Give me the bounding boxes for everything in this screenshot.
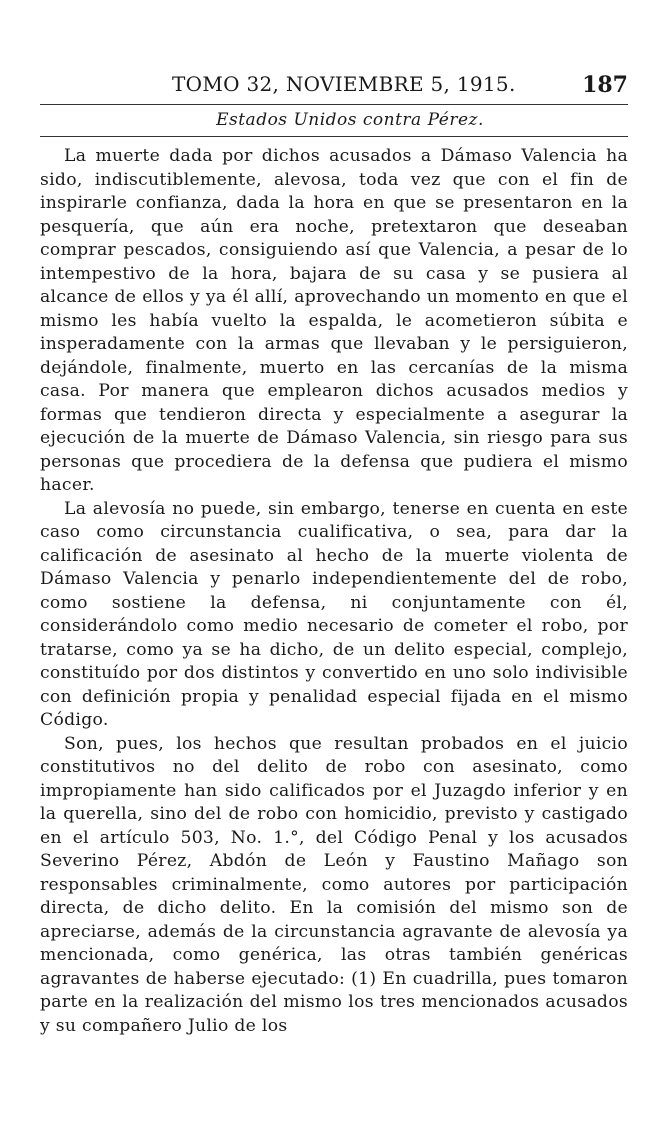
running-header <box>40 64 628 104</box>
case-subtitle: Estados Unidos contra Pérez. <box>216 110 484 130</box>
header-title: TOMO 32, NOVIEMBRE 5, 1915. <box>172 72 516 96</box>
paragraph: La muerte dada por dichos acusados a Dámaso Valencia ha sido, indiscutiblemente, alevosa, toda vez que con el fin de inspirarle confianza, dada la hora en que se presentaron en la pesquería, que aún era noche, pretextaron que deseaban comprar pescados, consiguiendo así que Valencia, a pesar de lo intempestivo de la hora, bajara de su casa y se pusiera al alcance de ellos y ya él allí, aprovechando un momento en que el mismo les había vuelto la espalda, le acometieron súbita e insperadamente con la armas que llevaban y le persiguieron, dejándole, finalmente, muerto en las cercanías de la misma casa. Por manera que emplearon dichos acusados medios y formas que tendieron directa y especialmente a asegurar la ejecución de la muerte de Dámaso Valencia, sin riesgo para sus personas que procediera de la defensa que pudiera el mismo hacer. <box>40 146 628 495</box>
body-text <box>40 145 628 1038</box>
page-number: 187 <box>582 72 628 98</box>
subtitle-rule <box>40 136 628 137</box>
document-page <box>40 64 628 1038</box>
paragraph: Son, pues, los hechos que resultan probados en el juicio constitutivos no del delito de robo con asesinato, como impropiamente han sido calificados por el Juzagdo inferior y en la querella, sino del de robo con homicidio, previsto y castigado en el artículo 503, No. 1.°, del Código Penal y los acusados Severino Pérez, Abdón de León y Faustino Mañago son responsables criminalmente, como autores por participación directa, de dicho delito. En la comisión del mismo son de apreciarse, además de la circunstancia agravante de alevosía ya mencionada, como genérica, las otras también genéricas agravantes de haberse ejecutado: (1) En cuadrilla, pues tomaron parte en la realización del mismo los tres mencionados acusados y su compañero Julio de los <box>40 733 628 1036</box>
paragraph: La alevosía no puede, sin embargo, tenerse en cuenta en este caso como circunstancia cualificativa, o sea, para dar la calificación de asesinato al hecho de la muerte violenta de Dámaso Valencia y penarlo independientemente del de robo, como sostiene la defensa, ni conjuntamente con él, considerándolo como medio necesario de cometer el robo, por tratarse, como ya se ha dicho, de un delito especial, complejo, constituído por dos distintos y convertido en uno solo indivisible con definición propia y penalidad especial fijada en el mismo Código. <box>40 498 628 730</box>
